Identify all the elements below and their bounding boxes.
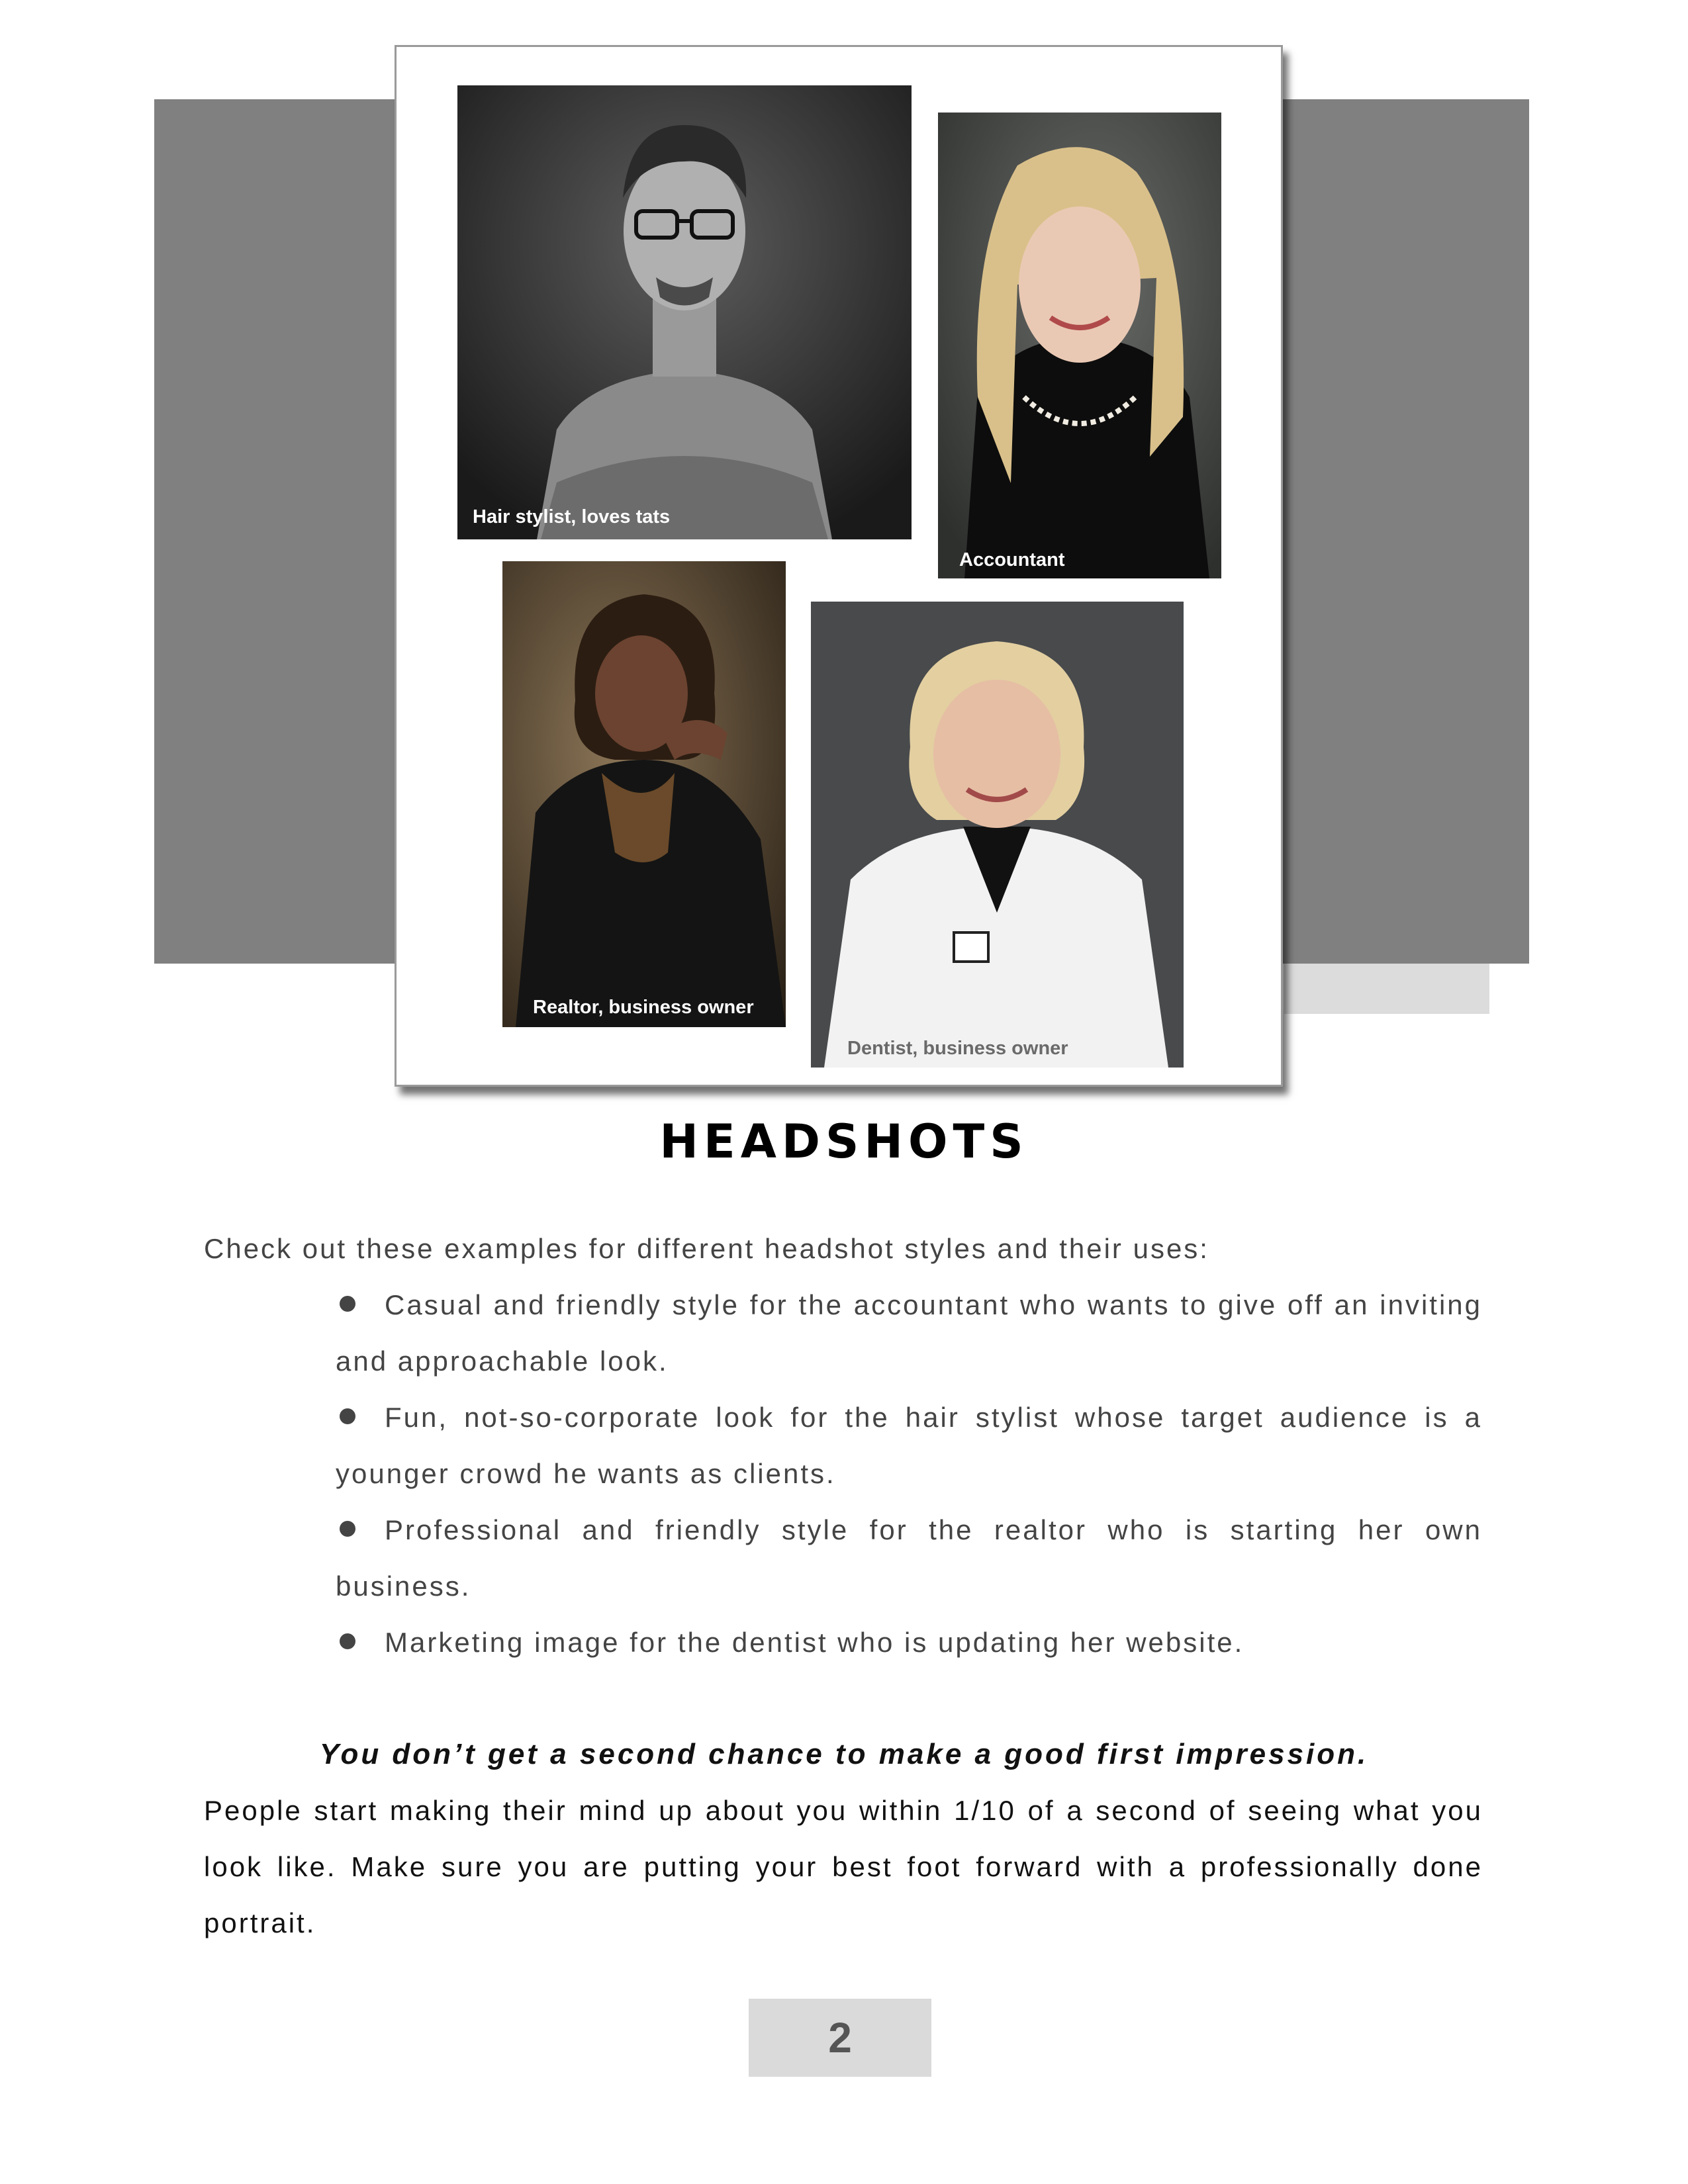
photo-dentist	[811, 602, 1184, 1068]
list-item	[336, 1389, 1482, 1502]
photo-caption: Dentist, business owner	[847, 1038, 1068, 1059]
photo-realtor	[502, 561, 786, 1027]
closing-paragraph: People start making their mind up about you within 1/10 of a second of seeing what you look like. Make sure you are putting your best foot forward with a professionally done portrait.	[204, 1795, 1483, 1938]
dentist-portrait	[811, 602, 1184, 1068]
page-title: HEADSHOTS	[659, 1115, 1029, 1169]
bullet-text: Marketing image for the dentist who is updating her website.	[385, 1627, 1244, 1658]
realtor-portrait	[502, 561, 786, 1027]
quote-text: You don’t get a second chance to make a good first impression.	[319, 1738, 1369, 1770]
bullet-text: Professional and friendly style for the realtor who is starting her own business.	[336, 1514, 1482, 1602]
bullet-icon	[340, 1521, 355, 1537]
accountant-portrait	[938, 113, 1221, 578]
list-item	[336, 1277, 1482, 1389]
photo-caption: Accountant	[959, 549, 1065, 570]
hair-stylist-portrait	[457, 85, 912, 539]
bullet-icon	[340, 1296, 355, 1312]
photo-caption: Hair stylist, loves tats	[473, 506, 671, 527]
page-number-box	[749, 1999, 931, 2077]
list-item	[336, 1614, 1482, 1670]
intro-text: Check out these examples for different headshot styles and their uses:	[204, 1233, 1209, 1264]
photo-hair-stylist	[457, 85, 912, 539]
light-gray-strip	[1284, 964, 1489, 1014]
list-item	[336, 1502, 1482, 1614]
bullet-icon	[340, 1408, 355, 1424]
bullet-icon	[340, 1633, 355, 1649]
bullet-text: Casual and friendly style for the accountant who wants to give off an inviting and approachable look.	[336, 1289, 1482, 1377]
bullet-text: Fun, not-so-corporate look for the hair stylist whose target audience is a younger crowd he wants as clients.	[336, 1402, 1482, 1489]
photo-collage	[395, 45, 1283, 1087]
photo-accountant	[938, 113, 1221, 578]
page-number: 2	[828, 2014, 852, 2062]
bullet-list	[336, 1277, 1482, 1670]
photo-caption: Realtor, business owner	[533, 997, 754, 1018]
